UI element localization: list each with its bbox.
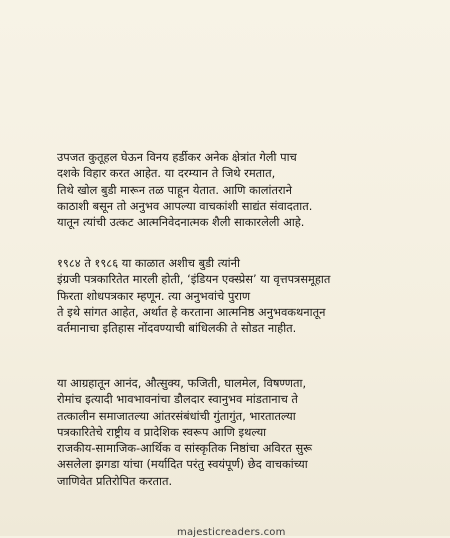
- blurb-paragraph-3: [57, 375, 422, 489]
- paragraph-line: १९८४ ते १९८६ या काळात अशीच बुडी त्यांनी: [57, 256, 240, 270]
- paragraph-line: जाणिवेत प्रतिरोपित करतात.: [57, 473, 173, 488]
- footer-watermark-url: majesticreaders.com: [177, 527, 286, 538]
- paragraph-line: उपजत कुतूहल घेऊन विनय हर्डीकर अनेक क्षेत्रांत गेली पाच: [57, 150, 297, 164]
- paragraph-line: तत्कालीन समाजातल्या आंतरसंबंधांची गुंतागुंत, भारतातल्या: [57, 408, 296, 423]
- blurb-paragraph-2: [57, 255, 422, 336]
- paragraph-line: तिथे खोल बुडी मारून तळ पाहून येतात. आणि कालांतराने: [57, 182, 292, 197]
- paragraph-line: फिरता शोधपत्रकार म्हणून. त्या अनुभवांचे पुराण: [57, 288, 251, 303]
- paragraph-line: या आग्रहातून आनंद, औत्सुक्य, फजिती, घालमेल, विषण्णता,: [57, 376, 307, 390]
- paragraph-line: यातून त्यांची उत्कट आत्मनिवेदनात्मक शैली साकारलेली आहे.: [57, 215, 305, 230]
- paragraph-line: असलेला झगडा यांचा (मर्यादित परंतु स्वयंपूर्ण) छेद वाचकांच्या: [57, 457, 308, 472]
- paragraph-line: दशके विहार करत आहेत. या दरम्यान ते जिथे रमतात,: [57, 166, 276, 181]
- blurb-paragraph-1: [57, 149, 422, 230]
- paragraph-line: वर्तमानाचा इतिहास नोंदवण्याची बांधिलकी ते सोडत नाहीत.: [57, 321, 297, 336]
- paragraph-line: राजकीय-सामाजिक-आर्थिक व सांस्कृतिक निष्ठांचा अविरत सुरू: [57, 441, 313, 456]
- paragraph-line: इंग्रजी पत्रकारितेत मारली होती, ‘इंडियन एक्स्प्रेस’ या वृत्तपत्रसमूहात: [57, 272, 331, 287]
- paragraph-line: ते इथे सांगत आहेत, अर्थात हे करताना आत्मनिष्ठ अनुभवकथनातून: [57, 304, 326, 319]
- paragraph-line: काठाशी बसून तो अनुभव आपल्या वाचकांशी साद्यंत संवादतात.: [57, 198, 313, 213]
- paragraph-line: पत्रकारितेचे राष्ट्रीय व प्रादेशिक स्वरूप आणि इथल्या: [57, 424, 267, 439]
- paragraph-line: रोमांच इत्यादी भावभावनांचा डौलदार स्वानुभव मांडतानाच ते: [57, 392, 298, 407]
